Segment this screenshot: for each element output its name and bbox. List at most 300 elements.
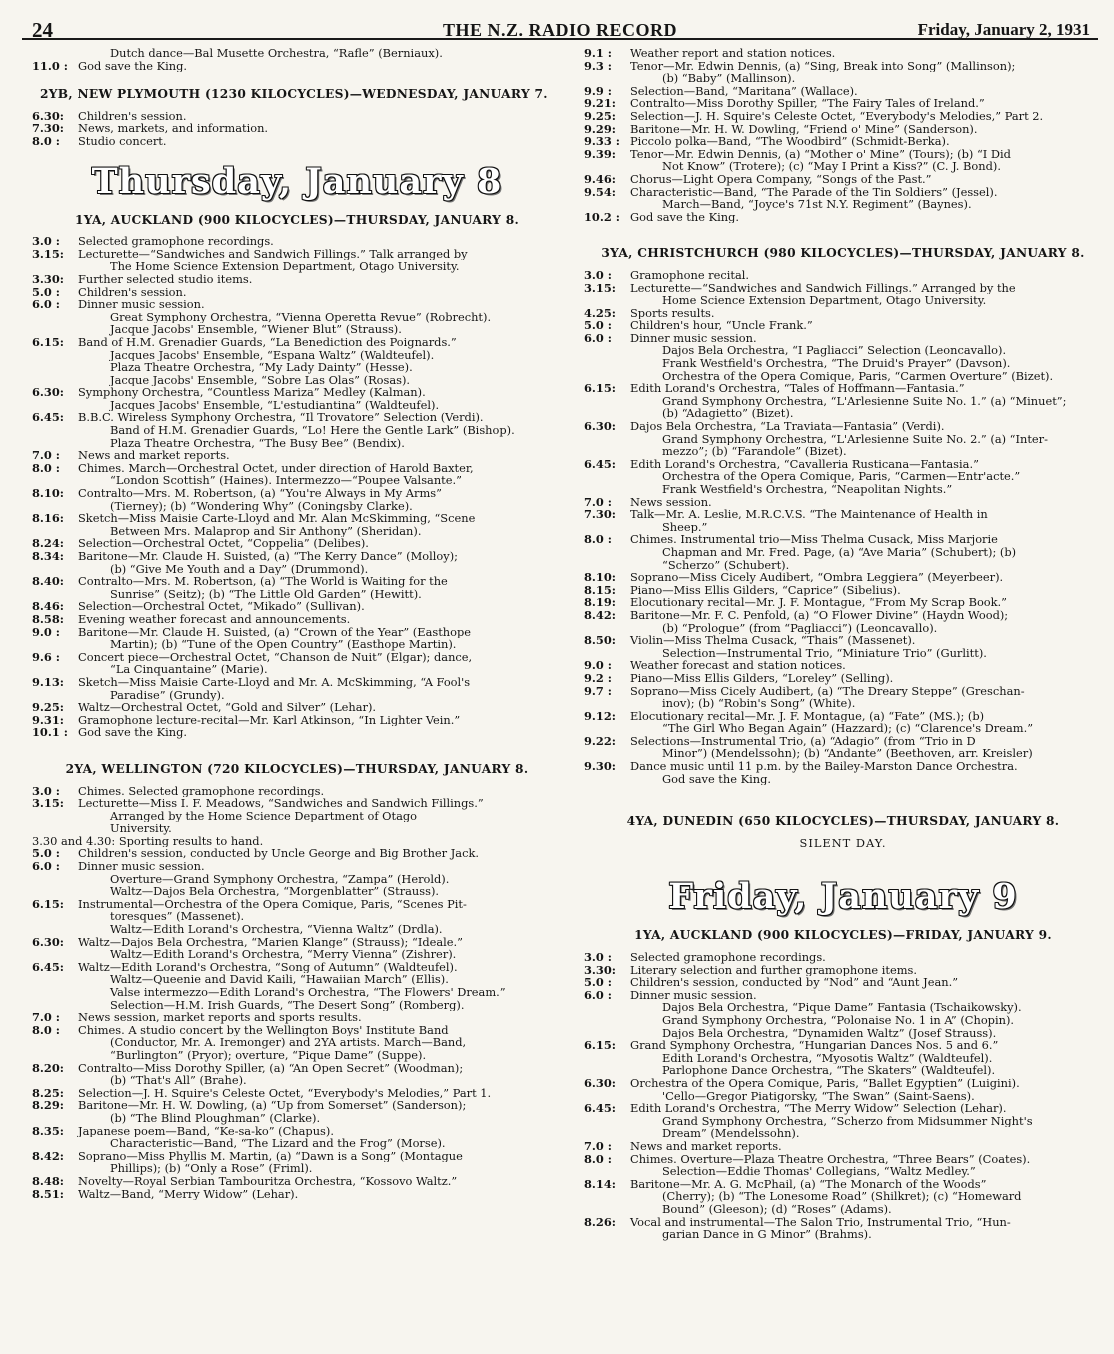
entry-time: 9.1 : — [584, 47, 612, 60]
schedule-entry — [584, 332, 1102, 345]
schedule-entry — [584, 382, 1102, 395]
schedule-1ya-friday — [584, 951, 1102, 1241]
schedule-continuation: “La Cinquantaine” (Marie). — [110, 663, 268, 676]
entry-time: 7.0 : — [32, 449, 60, 462]
entry-time: 9.29: — [584, 122, 616, 136]
schedule-continuation: “Scherzo” (Schubert). — [662, 558, 790, 572]
entry-text: News session, market reports and sports results. — [78, 1011, 362, 1024]
entry-time: 10.1 : — [32, 726, 68, 739]
entry-text: Dinner music session. — [78, 298, 205, 311]
entry-time: 6.30: — [32, 109, 64, 123]
schedule-continuation: Arranged by the Home Science Department of Otago — [110, 809, 418, 823]
entry-text: Sports results. — [630, 306, 715, 320]
entry-text: Selection—Orchestral Octet, “Mikado” (Sullivan). — [78, 600, 365, 613]
entry-time: 9.12: — [584, 709, 616, 723]
entry-text: Contralto—Miss Dorothy Spiller, (a) “An Open Secret” (Woodman); — [78, 1061, 464, 1075]
schedule-entry — [32, 550, 562, 563]
entry-text: Baritone—Mr. H. W. Dowling, “Friend o' Mine” (Sanderson). — [630, 122, 978, 136]
schedule-entry — [584, 951, 1102, 964]
right-column — [584, 47, 1102, 1241]
schedule-continuation: Minor”) (Mendelssohn); (b) “Andante” (Beethoven, arr. Kreisler) — [662, 747, 1033, 761]
schedule-3ya-thursday — [584, 269, 1102, 785]
schedule-entry — [32, 847, 562, 860]
schedule-2yb — [32, 110, 562, 148]
schedule-entry — [584, 307, 1102, 320]
schedule-continuation: Jacques Jacobs' Ensemble, “L'estudiantina” (Waldteufel). — [110, 398, 440, 412]
entry-time: 11.0 : — [32, 59, 68, 73]
schedule-entry — [584, 458, 1102, 471]
entry-time: 9.31: — [32, 713, 64, 727]
entry-time: 9.33 : — [584, 135, 620, 148]
schedule-entry — [584, 685, 1102, 698]
schedule-entry — [584, 735, 1102, 748]
schedule-entry — [32, 273, 562, 286]
silent-day-note: SILENT DAY. — [799, 835, 887, 850]
schedule-continuation: Chapman and Mr. Fred. Page, (a) “Ave Maria” (Schubert); (b) — [662, 545, 1017, 559]
day-title-thursday: Thursday, January 8 — [91, 160, 503, 202]
entry-time: 6.0 : — [32, 298, 60, 311]
entry-text: Soprano—Miss Phyllis M. Martin, (a) “Dawn is a Song” (Montague — [78, 1149, 463, 1163]
schedule-entry — [584, 97, 1102, 110]
schedule-entry — [32, 462, 562, 475]
entry-time: 8.10: — [32, 487, 64, 500]
entry-text: Selected gramophone recordings. — [78, 235, 274, 248]
entry-time: 6.15: — [32, 335, 64, 349]
entry-time: 5.0 : — [584, 319, 612, 332]
schedule-entry — [584, 47, 1102, 60]
entry-time: 3.0 : — [584, 268, 612, 282]
entry-time: 3.0 : — [32, 784, 60, 798]
schedule-continuation: “The Girl Who Began Again” (Hazzard); (c) “Clarence's Dream.” — [662, 722, 1034, 735]
schedule-entry — [32, 512, 562, 525]
entry-text: Lecturette—Miss I. F. Meadows, “Sandwiches and Sandwich Fillings.” — [78, 797, 484, 810]
schedule-entry — [584, 60, 1102, 73]
entry-text: News and market reports. — [630, 1139, 782, 1153]
schedule-entry — [32, 60, 562, 73]
schedule-continuation: Orchestra of the Opera Comique, Paris, “Carmen—Entr'acte.” — [662, 470, 1021, 483]
schedule-entry — [584, 584, 1102, 597]
schedule-entry — [584, 1102, 1102, 1115]
entry-text: Lecturette—“Sandwiches and Sandwich Fillings.” Talk arranged by — [78, 247, 468, 261]
entry-time: 7.30: — [32, 122, 64, 135]
schedule-entry — [32, 248, 562, 261]
schedule-continuation: 'Cello—Gregor Piatigorsky, “The Swan” (Saint-Saens). — [662, 1089, 975, 1103]
schedule-entry — [584, 710, 1102, 723]
schedule-continuation: Grand Symphony Orchestra, “Scherzo from Midsummer Night's — [662, 1114, 1033, 1128]
entry-text: Vocal and instrumental—The Salon Trio, Instrumental Trio, “Hun- — [630, 1215, 1011, 1229]
entry-text: Baritone—Mr. Claude H. Suisted, (a) “Crown of the Year” (Easthope — [78, 625, 472, 639]
entry-time: 8.14: — [584, 1177, 616, 1191]
entry-text: News and market reports. — [78, 449, 230, 462]
entry-text: Weather forecast and station notices. — [630, 659, 846, 672]
schedule-continuation: Selection—H.M. Irish Guards, “The Desert Song” (Romberg). — [110, 998, 465, 1012]
schedule-entry — [32, 714, 562, 727]
schedule-entry — [32, 449, 562, 462]
schedule-entry — [32, 336, 562, 349]
schedule-continuation: Jacques Jacobs' Ensemble, “Espana Waltz” (Waldteufel). — [110, 348, 435, 362]
entry-text: Chimes. Selected gramophone recordings. — [78, 784, 325, 798]
schedule-entry — [32, 898, 562, 911]
entry-time: 8.50: — [584, 634, 616, 647]
entry-text: Gramophone lecture-recital—Mr. Karl Atkinson, “In Lighter Vein.” — [78, 713, 461, 727]
schedule-entry — [32, 135, 562, 148]
entry-text: Baritone—Mr. H. W. Dowling, (a) “Up from Somerset” (Sanderson); — [78, 1099, 467, 1112]
entry-text: Evening weather forecast and announcements. — [78, 612, 351, 626]
schedule-entry — [32, 122, 562, 135]
entry-text: Soprano—Miss Cicely Audibert, “Ombra Leggiera” (Meyerbeer). — [630, 571, 1004, 584]
entry-text: Piano—Miss Ellis Gilders, “Loreley” (Selling). — [630, 671, 894, 685]
schedule-entry — [32, 1150, 562, 1163]
entry-text: Children's session. — [78, 285, 187, 299]
entry-text: Soprano—Miss Cicely Audibert, (a) “The Dreary Steppe” (Greschan- — [630, 684, 1025, 698]
schedule-continuation: Grand Symphony Orchestra, “Polonaise No. 1 in A” (Chopin). — [662, 1014, 1015, 1027]
schedule-continuation: (b) “Prologue” (from “Pagliacci”) (Leoncavallo). — [662, 621, 938, 635]
schedule-entry — [584, 173, 1102, 186]
entry-text: Weather report and station notices. — [630, 47, 836, 60]
schedule-continuation: (b) “That's All” (Brahe). — [110, 1074, 247, 1087]
schedule-entry — [32, 726, 562, 739]
entry-text: Grand Symphony Orchestra, “Hungarian Dances Nos. 5 and 6.” — [630, 1039, 999, 1052]
schedule-2ya-thursday — [32, 785, 562, 1201]
entry-text: Piano—Miss Ellis Gilders, “Caprice” (Sibelius). — [630, 583, 901, 597]
entry-text: Sketch—Miss Maisie Carte-Lloyd and Mr. A. McSkimming, “A Fool's — [78, 675, 471, 689]
entry-text: Dinner music session. — [78, 860, 205, 873]
entry-time: 8.35: — [32, 1124, 64, 1138]
schedule-entry — [584, 269, 1102, 282]
schedule-continuation: Selection—Eddie Thomas' Collegians, “Waltz Medley.” — [662, 1165, 976, 1178]
schedule-continuation: Frank Westfield's Orchestra, “The Druid's Prayer” (Davson). — [662, 357, 1011, 370]
schedule-entry — [584, 1077, 1102, 1090]
entry-time: 9.25: — [584, 109, 616, 123]
schedule-entry — [32, 487, 562, 500]
schedule-continuation: Great Symphony Orchestra, “Vienna Operetta Revue” (Robrecht). — [110, 310, 492, 324]
entry-time: 3.15: — [32, 247, 64, 261]
schedule-continuation: Sunrise” (Seitz); (b) “The Little Old Garden” (Hewitt). — [110, 587, 422, 601]
entry-time: 9.0 : — [32, 625, 60, 639]
schedule-entry — [32, 286, 562, 299]
section-heading-4ya-thursday: 4YA, DUNEDIN (650 KILOCYCLES)—THURSDAY, JANUARY 8. — [626, 814, 1060, 829]
entry-time: 6.30: — [584, 1076, 616, 1090]
entry-text: Waltz—Orchestral Octet, “Gold and Silver” (Lehar). — [78, 701, 377, 714]
entry-text: Edith Lorand's Orchestra, “Tales of Hoffmann—Fantasia.” — [630, 382, 965, 395]
schedule-continuation: Phillips); (b) “Only a Rose” (Friml). — [110, 1162, 313, 1175]
entry-time: 8.0 : — [32, 1023, 60, 1037]
entry-time: 7.0 : — [584, 1139, 612, 1153]
entry-time: 9.7 : — [584, 684, 612, 698]
section-heading-2yb: 2YB, NEW PLYMOUTH (1230 KILOCYCLES)—WEDNESDAY, JANUARY 7. — [40, 87, 548, 102]
schedule-continuation: (Conductor, Mr. A. Iremonger) and 2YA artists. March—Band, — [110, 1036, 467, 1049]
entry-time: 6.0 : — [32, 860, 60, 873]
schedule-continuation: Band of H.M. Grenadier Guards, “Lo! Here the Gentle Lark” (Bishop). — [110, 424, 515, 437]
entry-time: 5.0 : — [32, 847, 60, 861]
entry-time: 6.0 : — [584, 988, 612, 1002]
schedule-continuation: University. — [110, 822, 172, 835]
entry-text: Waltz—Edith Lorand's Orchestra, “Song of Autumn” (Waldteufel). — [78, 960, 458, 974]
entry-time: 8.46: — [32, 600, 64, 613]
schedule-entry — [32, 537, 562, 550]
entry-text: Contralto—Miss Dorothy Spiller, “The Fairy Tales of Ireland.” — [630, 97, 985, 110]
schedule-continuation: Martin); (b) “Tune of the Open Country” (Easthope Martin). — [110, 638, 457, 651]
issue-date: Friday, January 2, 1931 — [917, 20, 1090, 39]
entry-text: God save the King. — [78, 59, 187, 73]
entry-time: 6.45: — [584, 1102, 616, 1115]
publication-title: THE N.Z. RADIO RECORD — [442, 20, 678, 40]
schedule-entry — [32, 961, 562, 974]
entry-text: Baritone—Mr. Claude H. Suisted, (a) “The Kerry Dance” (Molloy); — [78, 550, 458, 563]
entry-text: Sketch—Miss Maisie Carte-Lloyd and Mr. Alan McSkimming, “Scene — [78, 512, 476, 525]
entry-time: 8.34: — [32, 550, 64, 563]
entry-text: Novelty—Royal Serbian Tambouritza Orchestra, “Kossovo Waltz.” — [78, 1174, 458, 1188]
section-heading-3ya-thursday: 3YA, CHRISTCHURCH (980 KILOCYCLES)—THURSDAY, JANUARY 8. — [601, 246, 1085, 261]
schedule-continuation: garian Dance in G Minor” (Brahms). — [662, 1228, 872, 1241]
entry-time: 9.39: — [584, 147, 616, 161]
schedule-entry — [584, 659, 1102, 672]
schedule-continuation: Characteristic—Band, “The Lizard and the Frog” (Morse). — [110, 1137, 446, 1150]
entry-time: 5.0 : — [584, 976, 612, 989]
schedule-continuation: inov); (b) “Robin's Song” (White). — [662, 697, 856, 710]
entry-text: Gramophone recital. — [630, 268, 750, 282]
entry-time: 3.15: — [32, 797, 64, 810]
page-number: 24 — [32, 18, 53, 42]
entry-text: Waltz—Dajos Bela Orchestra, “Marien Klange” (Strauss); “Ideale.” — [78, 935, 463, 949]
schedule-entry — [584, 496, 1102, 509]
entry-time: 3.0 : — [32, 235, 60, 248]
entry-text: Children's session, conducted by “Nod” and “Aunt Jean.” — [630, 976, 959, 989]
schedule-continuation: Jacque Jacobs' Ensemble, “Sobre Las Olas” (Rosas). — [110, 373, 411, 387]
schedule-continuation: (b) “The Blind Ploughman” (Clarke). — [110, 1111, 321, 1125]
schedule-entry — [584, 319, 1102, 332]
schedule-entry — [584, 282, 1102, 295]
entry-text: Chimes. A studio concert by the Wellington Boys' Institute Band — [78, 1023, 449, 1037]
entry-text: Violin—Miss Thelma Cusack, “Thais” (Massenet). — [630, 634, 916, 647]
entry-time: 8.25: — [32, 1086, 64, 1100]
entry-time: 8.16: — [32, 512, 64, 525]
page-header — [22, 10, 1098, 40]
schedule-entry — [584, 964, 1102, 977]
entry-time: 3.0 : — [584, 951, 612, 964]
schedule-entry — [584, 1216, 1102, 1229]
entry-time: 9.2 : — [584, 671, 612, 685]
entry-time: 9.46: — [584, 172, 616, 186]
entry-time: 8.42: — [584, 608, 616, 622]
schedule-entry — [32, 411, 562, 424]
entry-time: 8.10: — [584, 571, 616, 584]
entry-text: Japanese poem—Band, “Ke-sa-ko” (Chapus). — [78, 1124, 334, 1138]
entry-text: Edith Lorand's Orchestra, “The Merry Widow” Selection (Lehar). — [630, 1102, 1007, 1115]
schedule-entry — [584, 1039, 1102, 1052]
schedule-continuation: Plaza Theatre Orchestra, “My Lady Dainty” (Hesse). — [110, 361, 413, 374]
entry-text: Waltz—Band, “Merry Widow” (Lehar). — [78, 1187, 299, 1201]
schedule-entry — [32, 613, 562, 626]
entry-text: Selected gramophone recordings. — [630, 951, 826, 964]
entry-text: Baritone—Mr. A. G. McPhail, (a) “The Monarch of the Woods” — [630, 1177, 987, 1191]
schedule-entry — [584, 1178, 1102, 1191]
schedule-continuation: Grand Symphony Orchestra, “L'Arlesienne Suite No. 2.” (a) “Inter- — [662, 432, 1048, 446]
schedule-entry — [32, 235, 562, 248]
entry-time: 8.0 : — [32, 134, 60, 148]
entry-text: God save the King. — [78, 726, 187, 739]
section-heading-1ya-friday: 1YA, AUCKLAND (900 KILOCYCLES)—FRIDAY, JANUARY 9. — [634, 928, 1052, 943]
schedule-continuation: Dajos Bela Orchestra, “Dynamiden Waltz” (Josef Strauss). — [662, 1026, 997, 1040]
schedule-continuation: Edith Lorand's Orchestra, “Myosotis Waltz” (Waldteufel). — [662, 1051, 993, 1065]
entry-text: Further selected studio items. — [78, 272, 253, 286]
schedule-entry — [584, 1140, 1102, 1153]
entry-time: 6.30: — [584, 420, 616, 433]
entry-time: 6.0 : — [584, 331, 612, 345]
schedule-continuation: mezzo”; (b) “Farandole” (Bizet). — [662, 445, 847, 458]
entry-time: 8.42: — [32, 1149, 64, 1163]
entry-text: Selection—Orchestral Octet, “Coppelia” (Delibes). — [78, 537, 369, 550]
entry-time: 9.54: — [584, 185, 616, 199]
entry-time: 8.19: — [584, 596, 616, 609]
entry-text: Symphony Orchestra, “Countless Mariza” Medley (Kalman). — [78, 386, 426, 399]
schedule-entry — [584, 186, 1102, 199]
section-heading-1ya-thursday: 1YA, AUCKLAND (900 KILOCYCLES)—THURSDAY, JANUARY 8. — [74, 212, 520, 227]
schedule-entry — [584, 596, 1102, 609]
entry-time: 9.3 : — [584, 59, 612, 73]
entry-text: News session. — [630, 495, 712, 509]
schedule-continuation: Frank Westfield's Orchestra, “Neapolitan Nights.” — [662, 483, 953, 496]
entry-time: 9.9 : — [584, 84, 612, 98]
entry-text: Elocutionary recital—Mr. J. F. Montague, (a) “Fate” (MS.); (b) — [630, 709, 985, 723]
schedule-continuation: Plaza Theatre Orchestra, “The Busy Bee” (Bendix). — [110, 436, 405, 450]
schedule-entry — [584, 148, 1102, 161]
entry-time: 6.45: — [32, 411, 64, 425]
schedule-entry — [32, 1175, 562, 1188]
entry-time: 8.20: — [32, 1061, 64, 1075]
schedule-entry — [32, 797, 562, 810]
entry-text: Children's session, conducted by Uncle George and Big Brother Jack. — [78, 847, 479, 861]
entry-text: Tenor—Mr. Edwin Dennis, (a) “Sing, Break into Song” (Mallinson); — [630, 59, 1016, 73]
schedule-entry — [32, 1024, 562, 1037]
entry-text: Dajos Bela Orchestra, “La Traviata—Fantasia” (Verdi). — [630, 420, 945, 433]
entry-time: 8.26: — [584, 1215, 616, 1229]
entry-time: 9.21: — [584, 97, 616, 110]
schedule-1ya-thursday — [32, 235, 562, 739]
entry-time: 6.45: — [584, 457, 616, 471]
entry-time: 5.0 : — [32, 285, 60, 299]
left-top-lines — [32, 47, 562, 72]
schedule-entry — [32, 1062, 562, 1075]
schedule-entry — [584, 989, 1102, 1002]
schedule-continuation: Waltz—Dajos Bela Orchestra, “Morgenblatter” (Strauss). — [110, 885, 440, 898]
entry-text: Dance music until 11 p.m. by the Bailey-Marston Dance Orchestra. — [630, 760, 1018, 773]
entry-text: Baritone—Mr. F. C. Penfold, (a) “O Flower Divine” (Haydn Wood); — [630, 608, 1009, 622]
schedule-continuation: Home Science Extension Department, Otago University. — [662, 294, 987, 307]
entry-text: Selection—J. H. Squire's Celeste Octet, “Everybody's Melodies,” Part 2. — [630, 109, 1044, 123]
schedule-continuation: Waltz—Edith Lorand's Orchestra, “Merry Vienna” (Zishrer). — [110, 948, 457, 961]
entry-time: 8.0 : — [584, 533, 612, 546]
schedule-continuation: (b) “Baby” (Mallinson). — [662, 72, 796, 85]
entry-time: 6.15: — [32, 897, 64, 911]
schedule-entry — [584, 135, 1102, 148]
schedule-entry — [32, 1188, 562, 1201]
entry-time: 7.0 : — [32, 1011, 60, 1024]
schedule-entry — [584, 211, 1102, 224]
entry-text: Concert piece—Orchestral Octet, “Chanson de Nuit” (Elgar); dance, — [78, 650, 473, 664]
entry-time: 8.15: — [584, 583, 616, 597]
schedule-entry — [32, 110, 562, 123]
entry-time: 7.0 : — [584, 495, 612, 509]
schedule-continuation: Orchestra of the Opera Comique, Paris, “Carmen Overture” (Bizet). — [662, 369, 1054, 383]
schedule-continuation: Selection—Instrumental Trio, “Miniature Trio” (Gurlitt). — [662, 646, 987, 660]
schedule-entry — [584, 609, 1102, 622]
day-title-friday: Friday, January 9 — [668, 876, 1018, 918]
entry-text: Chimes. Overture—Plaza Theatre Orchestra, “Three Bears” (Coates). — [630, 1152, 1031, 1166]
entry-time: 3.30: — [32, 272, 64, 286]
schedule-entry — [32, 626, 562, 639]
schedule-continuation: Bound” (Gleeson); (d) “Roses” (Adams). — [662, 1202, 892, 1216]
entry-time: 8.51: — [32, 1187, 64, 1201]
entry-text: Piccolo polka—Band, “The Woodbird” (Schmidt-Berka). — [630, 135, 950, 148]
schedule-continuation: Between Mrs. Malaprop and Sir Anthony” (Sheridan). — [110, 524, 422, 538]
schedule-entry — [584, 110, 1102, 123]
schedule-continuation: (Cherry); (b) “The Lonesome Road” (Shilkret); (c) “Homeward — [662, 1190, 1022, 1203]
entry-time: 7.30: — [584, 508, 616, 521]
schedule-entry — [584, 571, 1102, 584]
schedule-entry — [584, 634, 1102, 647]
entry-time: 9.13: — [32, 675, 64, 689]
entry-text: Instrumental—Orchestra of the Opera Comique, Paris, “Scenes Pit- — [78, 897, 467, 911]
entry-text: God save the King. — [630, 210, 739, 224]
entry-text: Chorus—Light Opera Company, “Songs of the Past.” — [630, 172, 932, 186]
entry-time: 8.48: — [32, 1174, 64, 1188]
schedule-continuation: (Tierney); (b) “Wondering Why” (Coningsby Clarke). — [110, 499, 413, 513]
entry-time: 8.40: — [32, 575, 64, 588]
schedule-continuation: toresques” (Massenet). — [110, 910, 245, 924]
schedule-entry — [584, 533, 1102, 546]
schedule-entry — [32, 1099, 562, 1112]
schedule-entry — [32, 936, 562, 949]
right-top-lines — [584, 47, 1102, 223]
schedule-continuation: Sheep.” — [662, 520, 708, 534]
entry-text: Chimes. March—Orchestral Octet, under direction of Harold Baxter, — [78, 461, 474, 475]
entry-text: Selection—J. H. Squire's Celeste Octet, “Everybody's Melodies,” Part 1. — [78, 1086, 492, 1100]
entry-text: Contralto—Mrs. M. Robertson, (a) “You're Always in My Arms” — [78, 487, 442, 500]
entry-time: 8.0 : — [32, 461, 60, 475]
entry-time: 3.30: — [584, 963, 616, 977]
schedule-continuation: The Home Science Extension Department, Otago University. — [110, 260, 460, 273]
schedule-continuation: Waltz—Queenie and David Kaili, “Hawaiian March” (Ellis). — [110, 973, 449, 986]
left-column — [32, 47, 562, 1200]
entry-text: Studio concert. — [78, 134, 167, 148]
entry-time: 8.24: — [32, 537, 64, 550]
schedule-continuation: Waltz—Edith Lorand's Orchestra, “Vienna Waltz” (Drdla). — [110, 923, 443, 936]
schedule-entry — [32, 785, 562, 798]
schedule-entry — [32, 298, 562, 311]
entry-time: 9.30: — [584, 760, 616, 773]
entry-time: 8.0 : — [584, 1152, 612, 1166]
entry-text: News, markets, and information. — [78, 122, 269, 135]
entry-time: 6.15: — [584, 382, 616, 395]
schedule-entry — [32, 1011, 562, 1024]
schedule-entry — [584, 760, 1102, 773]
schedule-continuation: Dream” (Mendelssohn). — [662, 1127, 800, 1140]
entry-text: Chimes. Instrumental trio—Miss Thelma Cusack, Miss Marjorie — [630, 533, 998, 546]
schedule-continuation: Not Know” (Trotere); (c) “May I Print a Kiss?” (C. J. Bond). — [662, 160, 1001, 173]
schedule-entry — [584, 976, 1102, 989]
schedule-entry — [32, 386, 562, 399]
schedule-entry — [32, 701, 562, 714]
schedule-entry — [584, 1153, 1102, 1166]
schedule-continuation: Dajos Bela Orchestra, “I Pagliacci” Selection (Leoncavallo). — [662, 344, 1007, 358]
entry-text: Children's session. — [78, 109, 187, 123]
schedule-entry — [32, 600, 562, 613]
schedule-continuation: “Burlington” (Pryor); overture, “Pique Dame” (Suppe). — [110, 1048, 427, 1062]
entry-time: 10.2 : — [584, 210, 620, 224]
schedule-entry — [32, 575, 562, 588]
entry-time: 9.22: — [584, 734, 616, 748]
